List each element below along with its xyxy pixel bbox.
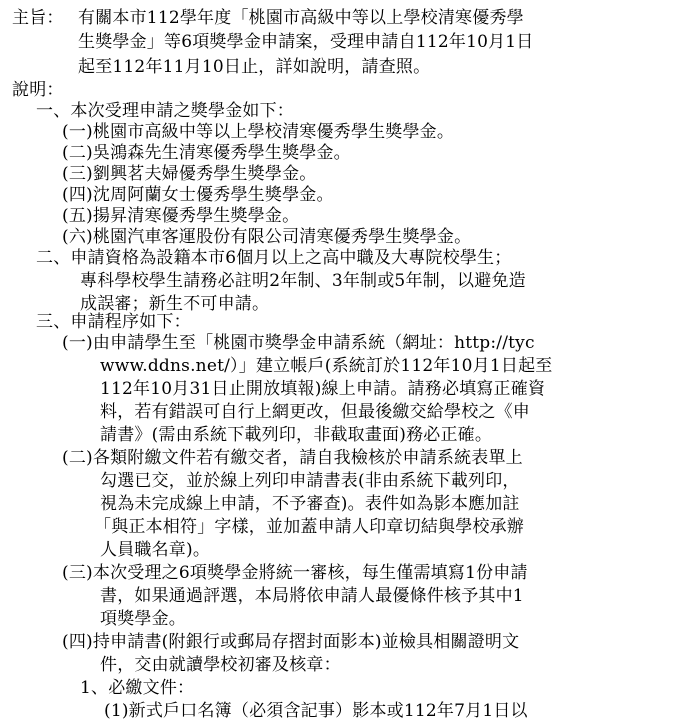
item3-p2-line-5: 人員職名章)。 xyxy=(100,540,211,560)
item3-p4-line-3: 1、必繳文件： xyxy=(80,678,195,698)
item3-p3-line-3: 項獎學金。 xyxy=(100,609,186,629)
subject-line-3: 起至112年11月10日止，詳如說明，請查照。 xyxy=(78,57,431,77)
item3-p3-line-1: (三)本次受理之6項獎學金將統一審核，每生僅需填寫1份申請 xyxy=(62,563,528,583)
item3-p1-line-2: www.ddns.net/）」建立帳戶(系統訂於112年10月1日起至 xyxy=(100,356,553,376)
item3-p4-line-4: (1)新式戶口名簿（必須含記事）影本或112年7月1日以 xyxy=(104,701,528,721)
item1-sub-5: (五)揚昇清寒優秀學生獎學金。 xyxy=(62,206,300,226)
item1-sub-2: (二)吳鴻森先生清寒優秀學生獎學金。 xyxy=(62,143,351,163)
item2-line-2: 專科學校學生請務必註明2年制、3年制或5年制，以避免造 xyxy=(80,271,526,291)
item2-line-1: 二、申請資格為設籍本市6個月以上之高中職及大專院校學生； xyxy=(36,248,512,268)
item1-heading: 一、本次受理申請之獎學金如下： xyxy=(36,101,294,121)
item1-sub-4: (四)沈周阿蘭女士優秀學生獎學金。 xyxy=(62,185,334,205)
item3-p4-line-2: 件，交由就讀學校初審及核章： xyxy=(100,655,341,675)
item3-p2-line-1: (二)各類附繳文件若有繳交者，請自我檢核於申請系統表單上 xyxy=(62,448,523,468)
item1-sub-3: (三)劉興茗夫婦優秀學生獎學金。 xyxy=(62,164,317,184)
item2-line-3: 成誤審；新生不可申請。 xyxy=(80,294,270,314)
item3-p3-line-2: 書，如果通過評選，本局將依申請人最優條件核予其中1 xyxy=(100,586,524,606)
item1-sub-1: (一)桃園市高級中等以上學校清寒優秀學生獎學金。 xyxy=(62,122,455,142)
subject-line-1: 有關本市112學年度「桃園市高級中等以上學校清寒優秀學 xyxy=(78,8,524,28)
item3-p2-line-4: 「與正本相符」字樣，並加蓋申請人印章切結與學校承辦 xyxy=(94,517,524,537)
item3-heading: 三、申請程序如下： xyxy=(36,312,191,332)
item3-p1-line-1: (一)由申請學生至「桃園市獎學金申請系統（網址：http://tyc xyxy=(62,333,535,353)
item1-sub-6: (六)桃園汽車客運股份有限公司清寒優秀學生獎學金。 xyxy=(62,227,472,247)
item3-p1-line-4: 料，若有錯誤可自行上網更改，但最後繳交給學校之《申 xyxy=(100,402,530,422)
explanation-label: 說明： xyxy=(12,80,64,100)
item3-p1-line-3: 112年10月31日止開放填報)線上申請。請務必填寫正確資 xyxy=(100,379,546,399)
item3-p2-line-2: 勾選已交，並於線上列印申請書表(非由系統下載列印， xyxy=(100,471,520,491)
subject-line-2: 生獎學金」等6項獎學金申請案，受理申請自112年10月1日 xyxy=(78,32,534,52)
subject-label: 主旨： xyxy=(12,8,64,28)
item3-p4-line-1: (四)持申請書(附銀行或郵局存摺封面影本)並檢具相關證明文 xyxy=(62,632,520,652)
item3-p1-line-5: 請書》(需由系統下載列印，非截取畫面)務必正確。 xyxy=(100,425,493,445)
item3-p2-line-3: 視為未完成線上申請，不予審查)。表件如為影本應加註 xyxy=(100,494,520,514)
